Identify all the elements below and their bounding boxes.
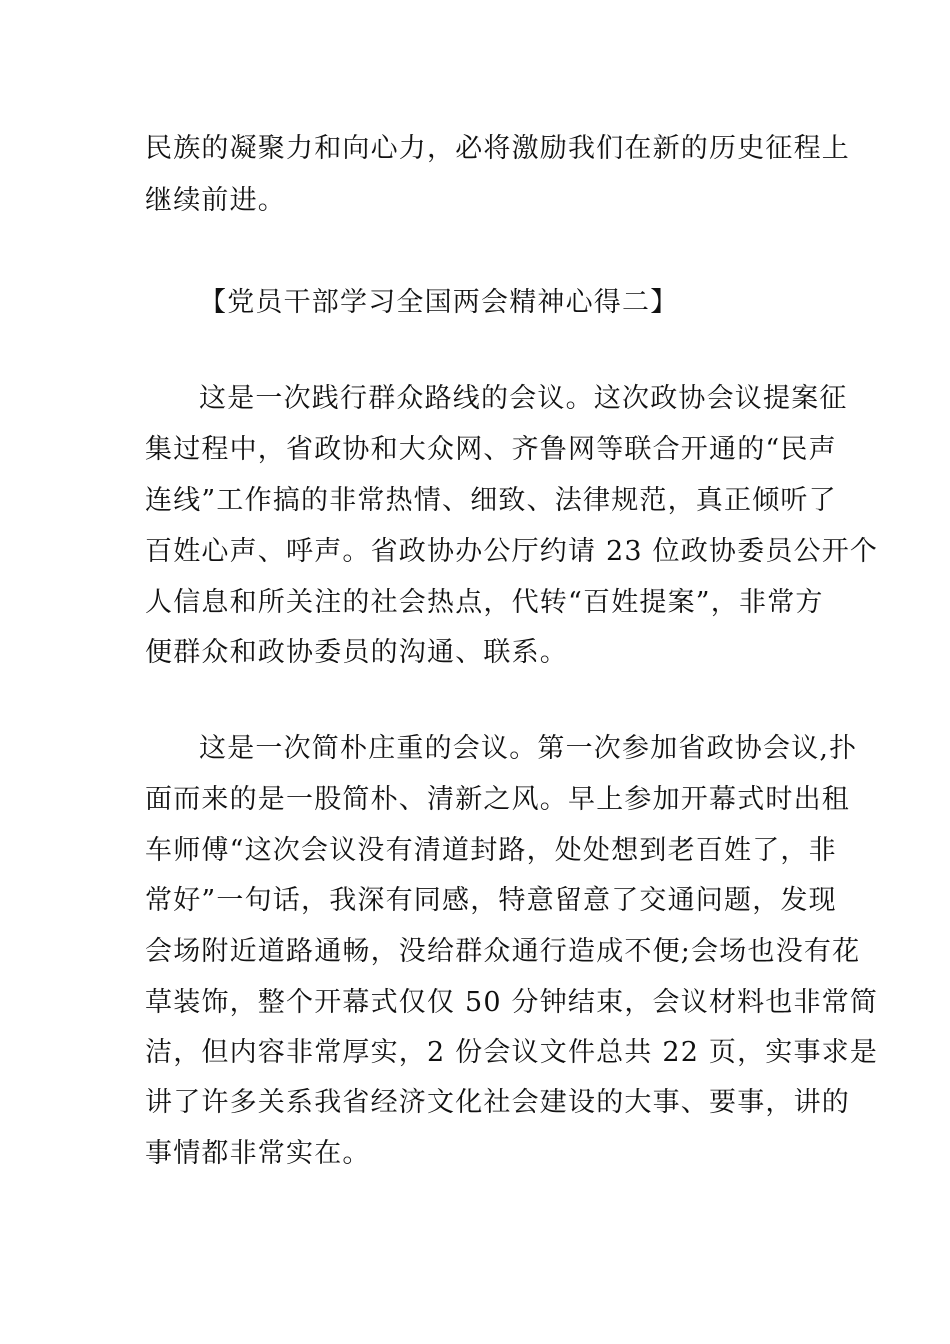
paragraph-line: 会场附近道路通畅，没给群众通行造成不便;会场也没有花 [145,936,861,967]
paragraph-line: 继续前进。 [145,185,286,216]
paragraph-line: 连线”工作搞的非常热情、细致、法律规范，真正倾听了 [145,485,837,516]
paragraph-line: 事情都非常实在。 [145,1138,371,1169]
paragraph-line: 这是一次简朴庄重的会议。第一次参加省政协会议,扑 [199,733,858,764]
paragraph-line: 洁，但内容非常厚实，2 份会议文件总共 22 页，实事求是 [145,1037,879,1068]
paragraph-line: 面而来的是一股简朴、清新之风。早上参加开幕式时出租 [145,784,850,815]
paragraph-line: 车师傅“这次会议没有清道封路，处处想到老百姓了，非 [145,835,837,866]
paragraph-line: 百姓心声、呼声。省政协办公厅约请 23 位政协委员公开个 [145,536,879,567]
paragraph-line: 常好”一句话，我深有同感，特意留意了交通问题，发现 [145,885,837,916]
paragraph-line: 草装饰，整个开幕式仅仅 50 分钟结束，会议材料也非常简 [145,987,879,1018]
paragraph-line: 讲了许多关系我省经济文化社会建设的大事、要事，讲的 [145,1087,850,1118]
paragraph-line: 集过程中，省政协和大众网、齐鲁网等联合开通的“民声 [145,434,837,465]
paragraph-line: 这是一次践行群众路线的会议。这次政协会议提案征 [199,383,848,414]
paragraph-line: 便群众和政协委员的沟通、联系。 [145,637,568,668]
section-heading: 【党员干部学习全国两会精神心得二】 [199,287,679,318]
paragraph-line: 人信息和所关注的社会热点，代转“百姓提案”，非常方 [145,587,824,618]
paragraph-line: 民族的凝聚力和向心力，必将激励我们在新的历史征程上 [145,133,850,164]
